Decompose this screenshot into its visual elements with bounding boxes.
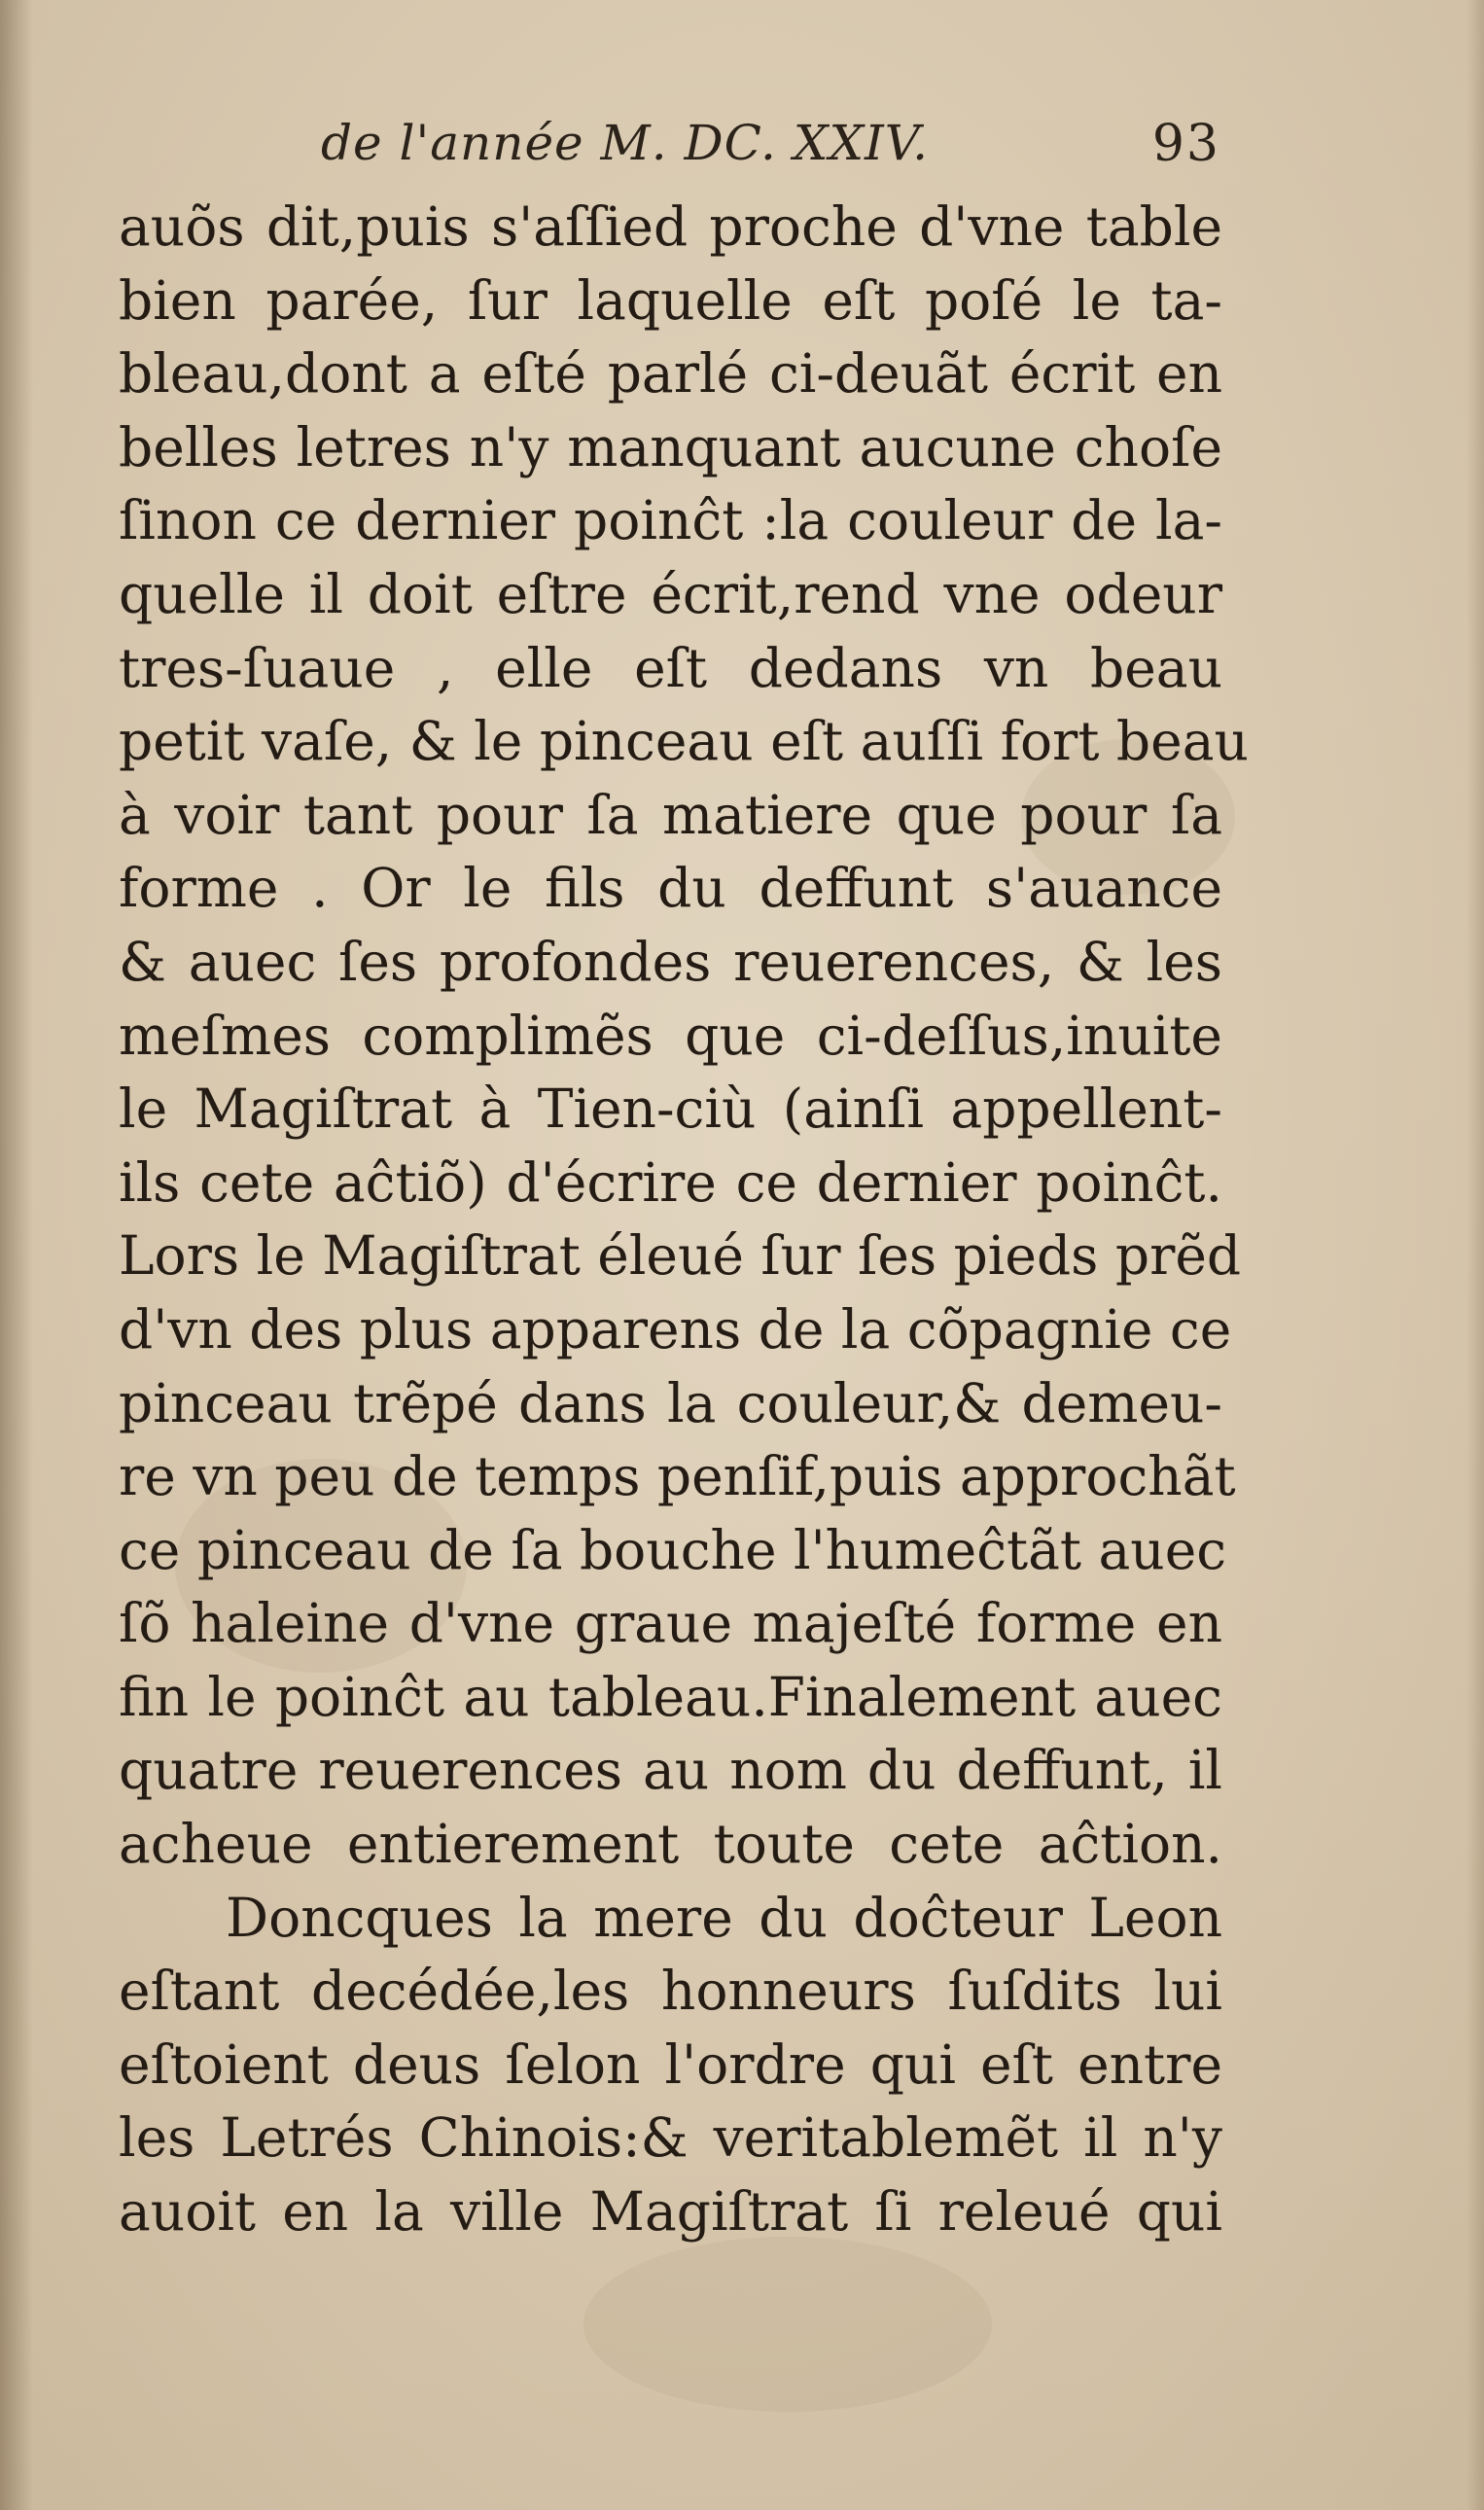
text-line: Lors le Magiſtrat éleué ſur ſes pieds prẽd [119, 1224, 1242, 1288]
text-line: ſinon ce dernier poinĉt :la couleur de la- [119, 489, 1222, 552]
text-line: fin le poinĉt au tableau.Finalement auec [119, 1665, 1222, 1728]
text-line: auõs dit,puis s'aſſied proche d'vne table [119, 195, 1222, 258]
text-line: forme . Or le fils du deffunt s'auance [119, 857, 1222, 920]
text-line: acheue entierement toute cete aĉtion. [119, 1813, 1222, 1876]
text-line: re vn peu de temps penſif,puis approchãt [119, 1445, 1236, 1508]
text-line: ils cete aĉtiõ) d'écrire ce dernier poinĉt. [119, 1150, 1222, 1214]
text-line: les Letrés Chinois:& veritablemẽt il n'y [119, 2106, 1222, 2170]
text-line: le Magiſtrat à Tien-ciù (ainſi appellent- [119, 1078, 1222, 1141]
body-text [119, 191, 1249, 2249]
page-edge-shadow-left [0, 0, 33, 2510]
text-line: meſmes complimẽs que ci-deſſus,inuite [119, 1004, 1222, 1067]
page-edge-shadow-right [1466, 0, 1484, 2510]
running-head [321, 115, 1220, 185]
text-line: ce pinceau de ſa bouche l'humeĉtãt auec [119, 1518, 1227, 1581]
text-line: quatre reuerences au nom du deffunt, il [119, 1739, 1222, 1802]
text-line: & auec ſes profondes reuerences, & les [119, 930, 1222, 993]
text-line: eſtoient deus ſelon l'ordre qui eſt entre [119, 2033, 1222, 2096]
text-line: d'vn des plus apparens de la cõpagnie ce [119, 1297, 1232, 1361]
page-number: 93 [1151, 115, 1220, 173]
text-line: à voir tant pour ſa matiere que pour ſa [119, 783, 1222, 846]
text-line: petit vaſe, & le pinceau eſt auſſi fort beau [119, 710, 1249, 773]
text-line: auoit en la ville Magiſtrat ſi releué qui [119, 2180, 1222, 2244]
paper-stain [583, 2237, 992, 2412]
running-title: de l'année M. DC. XXIV. [321, 115, 930, 171]
text-line: bien parée, ſur laquelle eſt poſé le ta- [119, 268, 1222, 332]
text-line: eſtant decédée,les honneurs ſuſdits lui [119, 1960, 1222, 2023]
text-line: pinceau trẽpé dans la couleur,& demeu- [119, 1371, 1222, 1434]
text-line: quelle il doit eſtre écrit,rend vne odeur [119, 562, 1222, 625]
paragraph-start-line: Doncques la mere du doĉteur Leon [226, 1886, 1222, 1949]
text-line: ſõ haleine d'vne graue majeſté forme en [119, 1592, 1222, 1655]
text-line: belles letres n'y manquant aucune choſe [119, 415, 1222, 478]
text-line: bleau,dont a eſté parlé ci-deuãt écrit en [119, 342, 1222, 406]
text-line: tres-ſuaue , elle eſt dedans vn beau [119, 636, 1222, 699]
